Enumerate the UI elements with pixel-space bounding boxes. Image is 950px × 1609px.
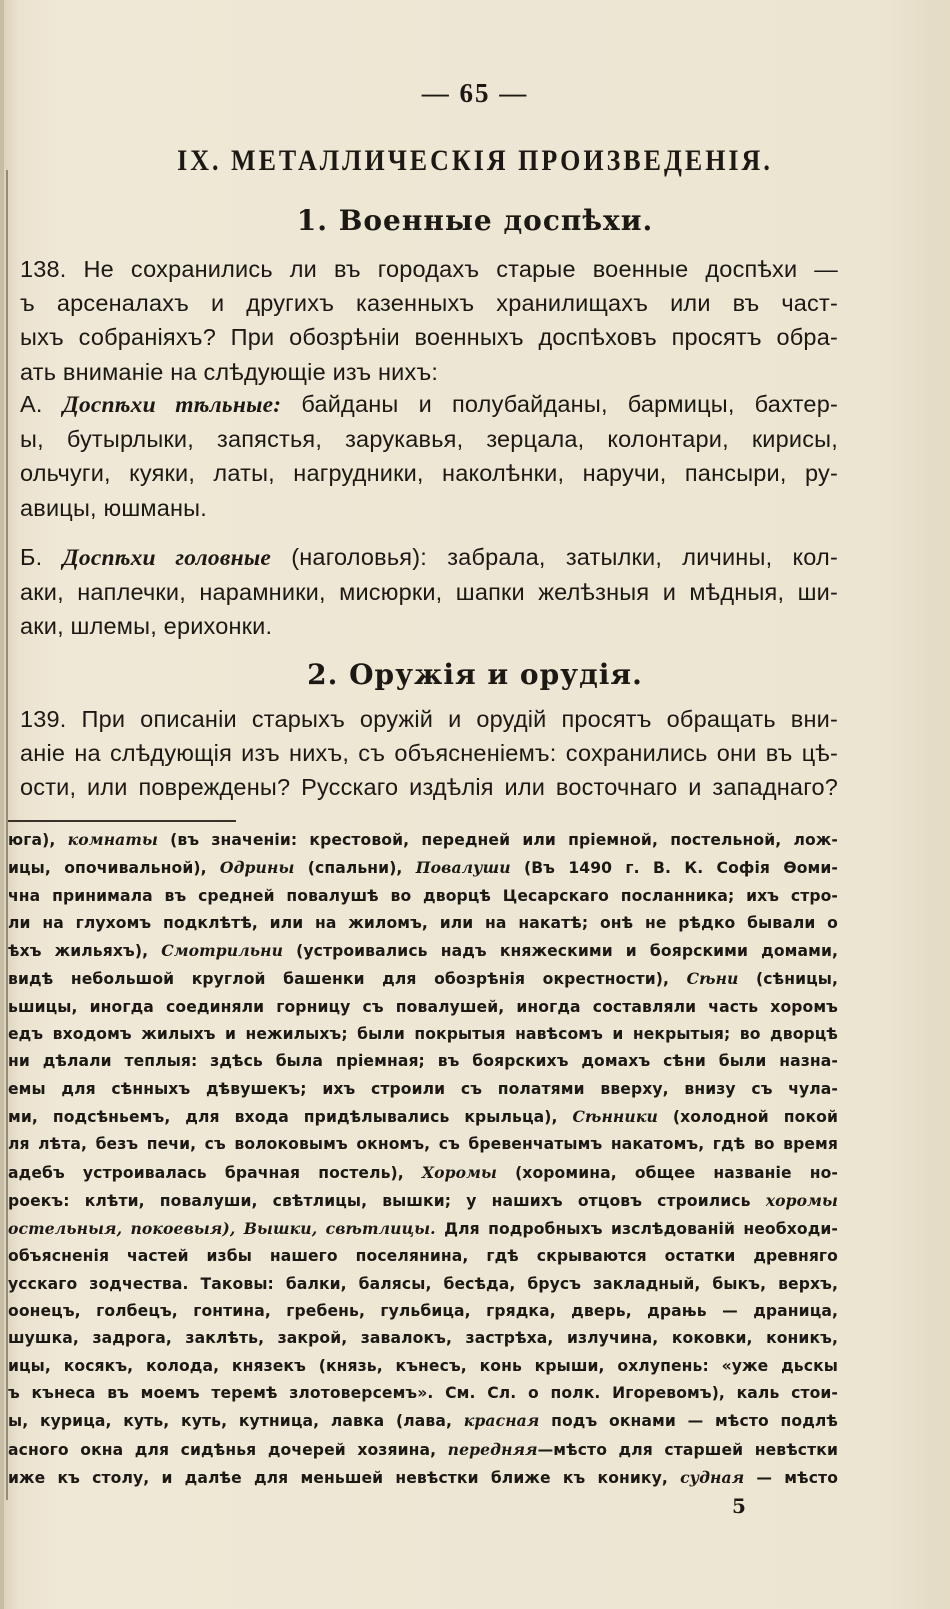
text-line: аки, шлемы, ерихонки. [20, 613, 273, 640]
text-fragment: (Въ 1490 г. В. К. Софія Ѳоми- [510, 859, 838, 878]
text-line: аки, наплечки, нарамники, мисюрки, шапки желѣзныя и мѣдныя, ши- [20, 579, 838, 606]
text-line: ыхъ собраніяхъ? При обозрѣніи военныхъ доспѣховъ просятъ обра- [20, 324, 838, 351]
text-line: ы, бутырлыки, запястья, зарукавья, зерцала, колонтари, кирисы, [20, 426, 838, 453]
term-emphasis: Доспѣхи тѣльные: [62, 392, 282, 418]
paragraph-139 [20, 702, 838, 805]
text-line: 139. При описаніи старыхъ оружій и орудій просятъ обращать вни- [20, 706, 838, 732]
footnote-line [8, 1407, 838, 1435]
term-emphasis: хоромы [765, 1190, 838, 1210]
text-fragment: (наголовья): забрала, затылки, личины, кол- [291, 544, 838, 570]
term-emphasis: Доспѣхи головные [62, 545, 271, 571]
text-fragment: ицы, опочивальной), [8, 859, 220, 878]
footnote-line [8, 826, 838, 854]
chapter-title: IX. МЕТАЛЛИЧЕСКІЯ ПРОИЗВЕДЕНІЯ. [177, 144, 773, 177]
footnote-line [8, 854, 838, 882]
text-line: ъ арсеналахъ и другихъ казенныхъ хранилищахъ или въ част- [20, 290, 838, 317]
term-emphasis: судная [680, 1467, 745, 1487]
text-fragment: (устроивались надъ княжескими и боярскими домами, [283, 942, 838, 961]
term-emphasis: Смотрильни [161, 941, 284, 961]
footnote-line [8, 1187, 838, 1215]
text-fragment: байданы и полубайданы, бармицы, бахтер- [301, 391, 838, 417]
text-fragment: — мѣсто [744, 1468, 838, 1487]
footnote-line: ьшицы, иногда соединяли горницу съ повалушей, иногда составляли часть хоромъ [8, 997, 838, 1016]
term-emphasis: Повалуши [415, 858, 511, 878]
text-line [20, 540, 838, 575]
text-fragment: Для подробныхъ изслѣдованій необходи- [435, 1220, 838, 1239]
text-line: аніе на слѣдующія изъ нихъ, съ объясненіемъ: сохранились они въ цѣ- [20, 740, 838, 767]
footnote-line: шушка, задрога, заклѣть, закрой, завалокъ, застрѣха, излучина, коковки, коникъ, [8, 1329, 838, 1348]
text-line: 138. Не сохранились ли въ городахъ старые военные доспѣхи — [20, 256, 838, 282]
footnote-line [8, 1215, 838, 1243]
term-emphasis: Хоромы [421, 1162, 497, 1182]
term-emphasis: Сѣни [686, 969, 739, 989]
text-fragment: иже къ столу, и далѣе для меньшей невѣстки ближе къ конику, [8, 1468, 681, 1487]
term-emphasis: Сѣнники [572, 1106, 658, 1126]
text-fragment: (въ значеніи: крестовой, передней или пріемной, постельной, лож- [157, 831, 838, 849]
text-fragment: подъ окнами — мѣсто подлѣ [539, 1412, 838, 1431]
footnote-line: объясненія частей избы нашего поселянина, гдѣ скрываются остатки древняго [8, 1247, 838, 1266]
footnote-line: емы для сѣнныхъ дѣвушекъ; ихъ строили съ полатями вверху, внизу съ чула- [8, 1079, 838, 1098]
signature-mark: 5 [732, 1494, 746, 1518]
item-label: А. [20, 391, 43, 417]
term-emphasis: красная [463, 1411, 540, 1431]
footnote-line: чна принимала въ средней повалушѣ во дворцѣ Цесарскаго посланника; ихъ стро- [8, 886, 838, 905]
footnote-line [8, 965, 838, 993]
page-edge-right [940, 0, 950, 1609]
text-fragment: видѣ небольшой круглой башенки для обозрѣнія окрестности), [8, 970, 687, 989]
text-fragment: ми, подсѣньемъ, для входа придѣлывались крыльца), [8, 1107, 573, 1126]
text-fragment: (спальни), [294, 859, 416, 878]
footnote-line [8, 1103, 838, 1131]
text-fragment: (сѣницы, [738, 970, 838, 989]
text-fragment: асного окна для сидѣнья дочерей хозяина, [8, 1440, 448, 1459]
paragraph-138 [20, 252, 838, 389]
term-emphasis: остельныя, покоевыя), Вышки, свѣтлицы. [8, 1219, 436, 1239]
item-label: Б. [20, 544, 43, 570]
footnote-line: едъ входомъ жилыхъ и нежилыхъ; были покрытыя навѣсомъ и некрытыя; во дворцѣ [8, 1025, 838, 1044]
text-fragment: —мѣсто для старшей невѣстки [537, 1440, 838, 1459]
footnote-line: ли на глухомъ подклѣтѣ, или на жиломъ, или на накатѣ; онѣ не рѣдко бывали о [8, 913, 838, 932]
text-fragment: (холодной покой [657, 1107, 838, 1126]
section-title-armor: 1. Военные доспѣхи. [296, 204, 654, 237]
footnote-line [8, 1159, 838, 1187]
footnote-rule [8, 820, 236, 822]
text-line [20, 387, 838, 422]
section-title-weapons: 2. Оружія и орудія. [307, 658, 643, 691]
footnote-line [8, 1436, 838, 1464]
term-emphasis: комнаты [67, 830, 158, 849]
footnote-line: усскаго зодчества. Таковы: балки, балясы, бесѣда, брусъ закладный, быкъ, верхъ, [8, 1274, 838, 1293]
footnote-line: ни дѣлали теплыя: здѣсь была пріемная; въ боярскихъ домахъ сѣни были назна- [8, 1052, 838, 1071]
footnote-line [8, 1464, 838, 1492]
footnote-line [8, 937, 838, 965]
footnote-line: ля лѣта, безъ печи, съ волоковымъ окномъ, съ бревенчатымъ накатомъ, гдѣ во время [8, 1135, 838, 1154]
paragraph-head-armor [20, 540, 838, 644]
footnote [8, 826, 838, 1492]
term-emphasis: передняя [447, 1439, 538, 1459]
text-fragment: адебъ устроивалась брачная постель), [8, 1163, 422, 1182]
footnote-line: ицы, косякъ, колода, князекъ (князь, кънесъ, конь крыши, охлупень: «уже дьскы [8, 1356, 838, 1375]
text-fragment: (хоромина, общее названіе но- [497, 1163, 838, 1182]
page-edge-left [0, 0, 4, 1609]
footnote-line: ъ кънеса въ моемъ теремѣ злотоверсемъ». См. Сл. о полк. Игоревомъ), каль стои- [8, 1383, 838, 1402]
text-fragment: ы, курица, куть, куть, кутница, лавка (лава, [8, 1412, 464, 1431]
text-fragment: роекъ: клѣти, повалуши, свѣтлицы, вышки; у нашихъ отцовъ строились [8, 1191, 766, 1210]
text-fragment: ѣхъ жильяхъ), [8, 942, 162, 961]
term-emphasis: Одрины [219, 858, 295, 878]
paragraph-body-armor [20, 387, 838, 525]
text-fragment: юга), [8, 831, 68, 849]
page-number: — 65 — [421, 78, 529, 108]
text-line: авицы, юшманы. [20, 494, 207, 521]
footnote-line: оонецъ, голбецъ, гонтина, гребень, гульбица, грядка, дверь, драњь — драница, [8, 1302, 838, 1321]
text-line: ости, или повреждены? Русскаго издѣлія или восточнаго и западнаго? [20, 774, 838, 801]
text-line: ать вниманіе на слѣдующіе изъ нихъ: [20, 358, 439, 385]
text-line: ольчуги, куяки, латы, нагрудники, наколѣнки, наручи, пансыри, ру- [20, 460, 838, 487]
